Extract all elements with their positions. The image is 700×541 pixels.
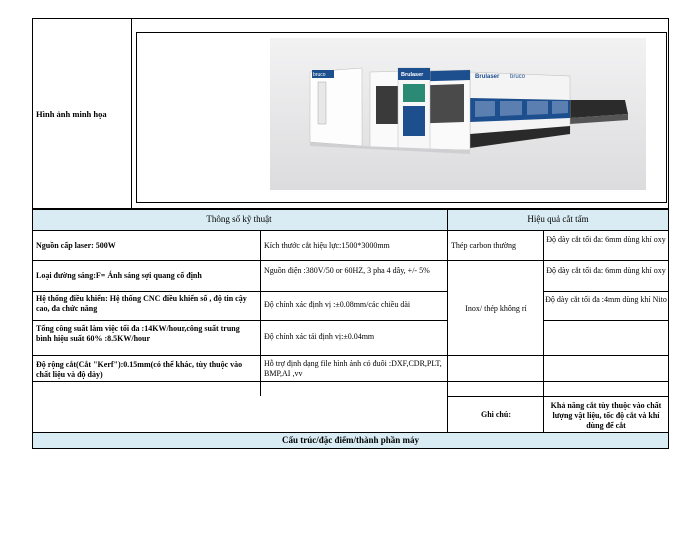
spec-power-supply: Nguồn điện :380V/50 or 60HZ, 3 pha 4 dây, +/- 5% — [264, 266, 430, 275]
spec-header: Thông số kỹ thuật — [206, 214, 272, 224]
material-stainless-steel: Inox/ thép không rỉ — [465, 304, 527, 313]
spec-kerf-width: Độ rộng cắt(Cắt "Kerf"):0.15mm(có thể khác, tùy thuộc vào chất liệu và độ dày) — [36, 360, 243, 379]
row-line-1 — [32, 260, 669, 261]
spec-control-system: Hệ thống điều khiển: Hệ thống CNC điều khiển số , độ tin cậy cao, đa chức năng — [36, 294, 247, 313]
svg-text:Brulaser: Brulaser — [475, 74, 500, 80]
row-line-2b — [543, 291, 669, 292]
spec-repositioning-accuracy: Độ chính xác tái định vị:±0.04mm — [264, 332, 375, 341]
spec-file-formats: Hỗ trợ định dạng file hình ảnh có đuôi :DXF,CDR,PLT, BMP,AI ,vv — [264, 359, 482, 378]
note-text: Khả năng cắt tùy thuộc vào chất lượng vật liệu, tốc độ cắt và khí dùng để cắt — [550, 401, 662, 430]
machine-illustration — [270, 38, 646, 190]
svg-text:Brulaser: Brulaser — [401, 72, 424, 78]
inox-max-thickness-oxygen: Độ dày cắt tối đa: 6mm dùng khí oxy — [546, 266, 666, 275]
spec-laser-source: Nguồn cấp laser: 500W — [36, 241, 116, 250]
laser-cutting-machine-image — [270, 38, 646, 190]
row-line-5 — [32, 381, 669, 382]
row-line-6 — [447, 396, 669, 397]
structure-header: Cấu trúc/đặc điểm/thành phần máy — [281, 435, 420, 445]
material-carbon-steel: Thép carbon thường — [451, 241, 516, 250]
note-label: Ghi chú: — [480, 410, 511, 419]
spec-positioning-accuracy: Độ chính xác định vị :±0.08mm/các chiều dài — [264, 300, 411, 309]
spec-cut-size: Kích thước cắt hiệu lực:1500*3000mm — [264, 241, 390, 250]
carbon-max-thickness: Độ dày cắt tối đa: 6mm dùng khí oxy — [546, 235, 666, 244]
illustration-divider — [131, 18, 132, 209]
svg-text:bruco: bruco — [510, 74, 526, 80]
row-line-3 — [32, 320, 447, 321]
spec-total-power: Tổng công suất làm việc tối đa :14KW/hour,công suất trung bình hiệu suất 60% :8.5KW/hour — [36, 324, 240, 343]
spec-light-path: Loại đường sáng:F= Ánh sáng sợi quang cố định — [36, 271, 202, 280]
cut-header: Hiệu quả cắt tấm — [527, 214, 589, 224]
col-divider-1 — [260, 231, 261, 396]
svg-text:bruco: bruco — [313, 72, 326, 78]
inox-max-thickness-nitrogen: Độ dày cắt tối đa :4mm dùng khí Nito — [545, 295, 667, 304]
row-line-4 — [32, 355, 669, 356]
col-divider-2 — [447, 209, 448, 432]
illustration-label: Hình ảnh minh họa — [36, 109, 107, 119]
row-line-2 — [32, 291, 447, 292]
row-line-3b — [543, 320, 669, 321]
col-divider-3 — [543, 231, 544, 432]
